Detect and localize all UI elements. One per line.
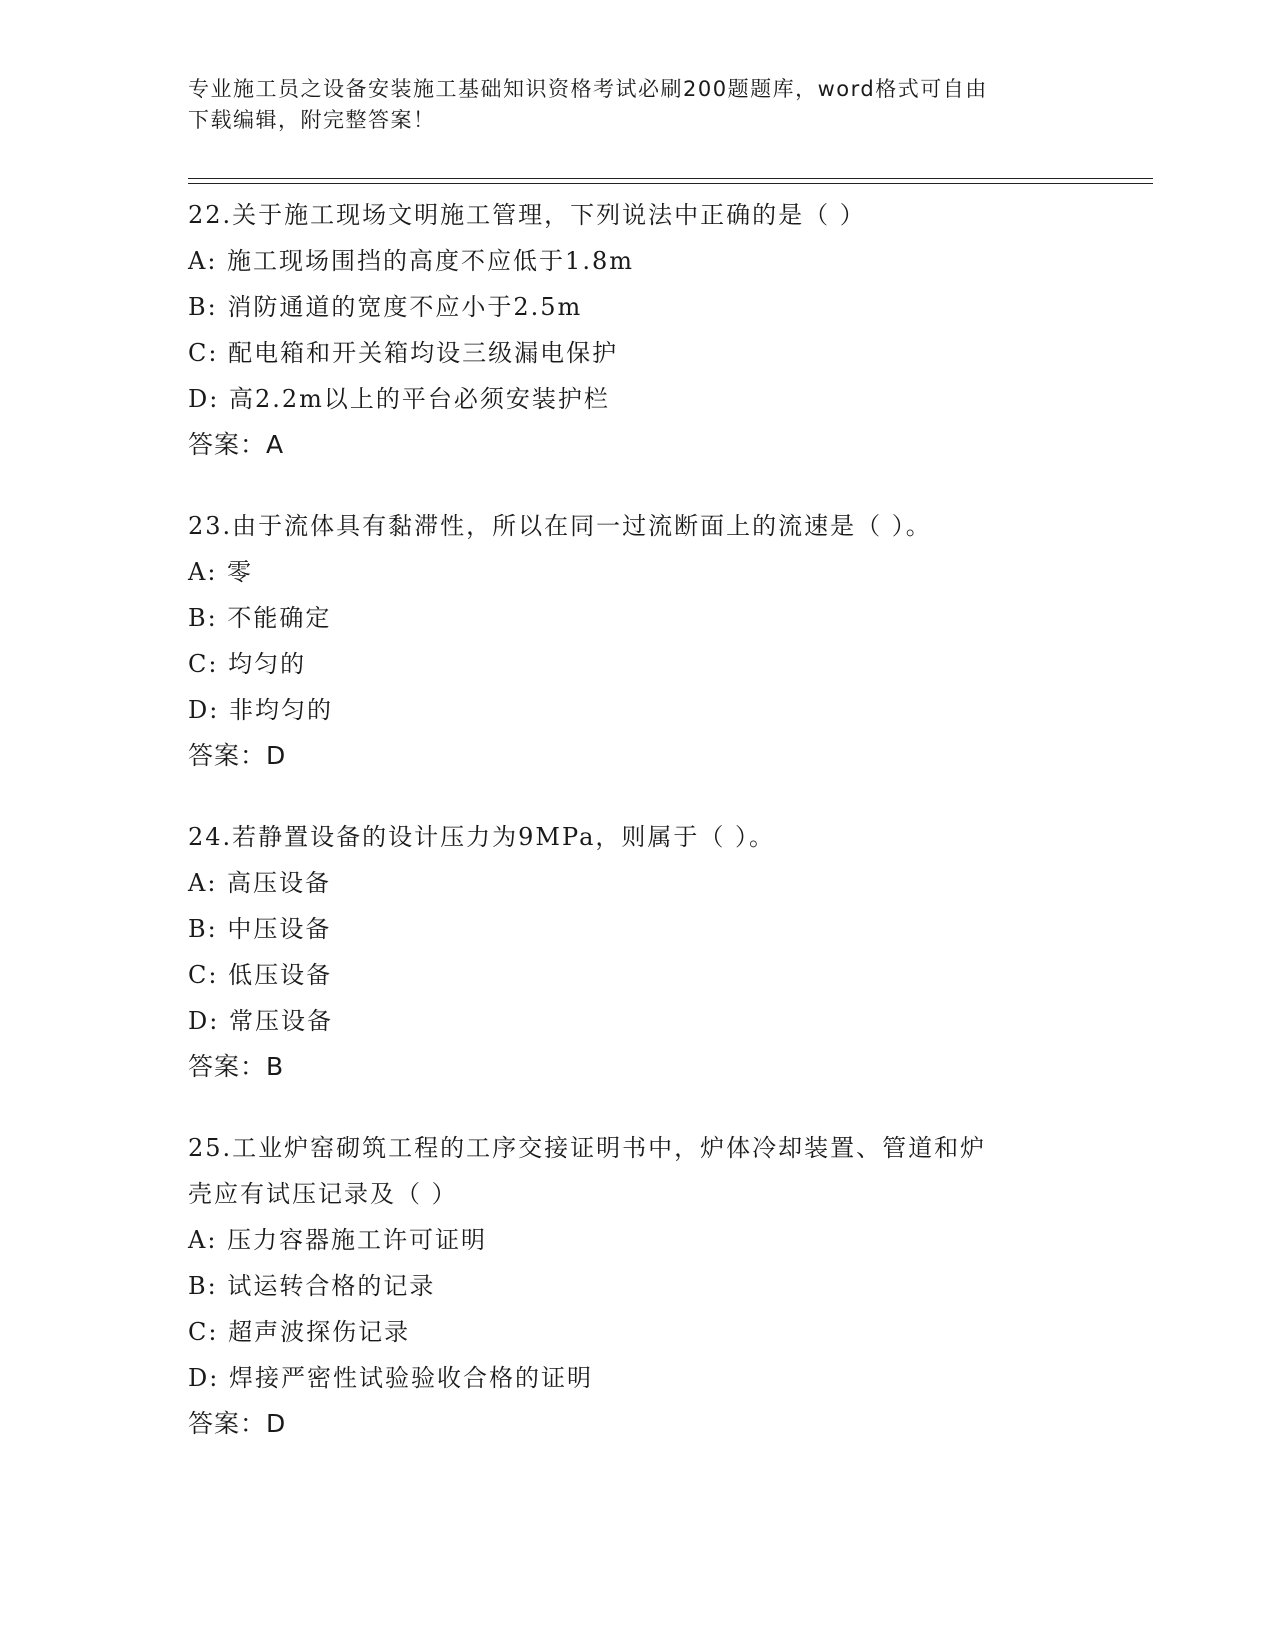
question-25 xyxy=(188,1125,1108,1447)
option-d: D: 高2.2m以上的平台必须安装护栏 xyxy=(188,385,610,413)
question-23 xyxy=(188,503,1108,779)
answer-line: 答案：A xyxy=(188,430,285,459)
option-c: C: 低压设备 xyxy=(188,961,333,989)
option-b: B: 不能确定 xyxy=(188,604,332,632)
question-stem: 23.由于流体具有黏滞性，所以在同一过流断面上的流速是（ ）。 xyxy=(188,512,932,540)
option-c: C: 配电箱和开关箱均设三级漏电保护 xyxy=(188,339,619,367)
answer-line: 答案：B xyxy=(188,1052,285,1081)
option-a: A: 压力容器施工许可证明 xyxy=(188,1226,488,1254)
option-a: A: 零 xyxy=(188,558,254,586)
option-d: D: 非均匀的 xyxy=(188,696,333,724)
option-b: B: 消防通道的宽度不应小于2.5m xyxy=(188,293,583,321)
option-b: B: 试运转合格的记录 xyxy=(188,1272,436,1300)
option-d: D: 焊接严密性试验验收合格的证明 xyxy=(188,1364,593,1392)
document-header xyxy=(188,74,1088,136)
answer-line: 答案：D xyxy=(188,741,287,770)
question-stem: 22.关于施工现场文明施工管理，下列说法中正确的是（ ） xyxy=(188,201,866,229)
question-stem-line-1: 25.工业炉窑砌筑工程的工序交接证明书中，炉体冷却装置、管道和炉 xyxy=(188,1134,987,1162)
option-d: D: 常压设备 xyxy=(188,1007,333,1035)
question-stem-line-2: 壳应有试压记录及（ ） xyxy=(188,1180,458,1208)
option-a: A: 施工现场围挡的高度不应低于1.8m xyxy=(188,247,634,275)
question-stem: 24.若静置设备的设计压力为9MPa，则属于（ ）。 xyxy=(188,823,776,851)
question-24 xyxy=(188,814,1108,1090)
header-line-1: 专业施工员之设备安装施工基础知识资格考试必刷200题题库，word格式可自由 xyxy=(188,77,988,101)
option-a: A: 高压设备 xyxy=(188,869,332,897)
header-divider-bottom xyxy=(188,183,1153,184)
option-c: C: 超声波探伤记录 xyxy=(188,1318,411,1346)
header-divider-top xyxy=(188,178,1153,179)
question-22 xyxy=(188,192,1108,468)
answer-line: 答案：D xyxy=(188,1409,287,1438)
header-line-2: 下载编辑，附完整答案！ xyxy=(188,108,436,132)
question-list xyxy=(188,192,1108,1482)
option-b: B: 中压设备 xyxy=(188,915,332,943)
option-c: C: 均匀的 xyxy=(188,650,307,678)
